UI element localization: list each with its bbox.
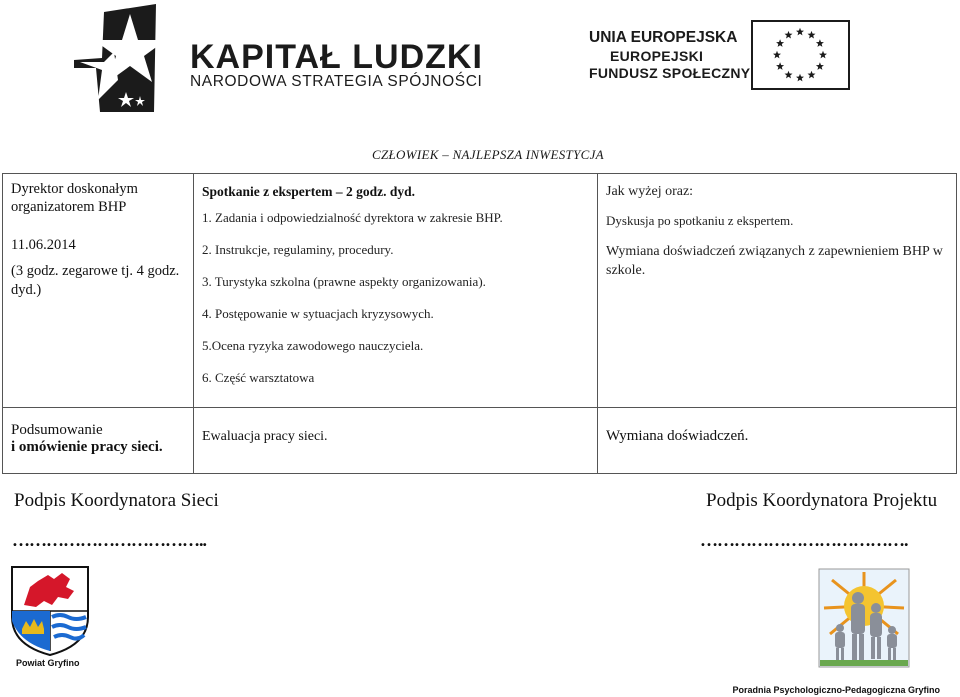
eu-star-icon bbox=[808, 71, 816, 79]
eu-star-icon bbox=[816, 62, 824, 70]
program-table bbox=[2, 173, 957, 474]
eu-star-icon bbox=[816, 39, 824, 47]
signature-left-label: Podpis Koordynatora Sieci bbox=[14, 490, 219, 511]
agenda-item: 1. Zadania i odpowiedzialność dyrektora w zakresie BHP. bbox=[202, 210, 503, 225]
coat-of-arms-icon bbox=[10, 565, 90, 657]
eu-line3: FUNDUSZ SPOŁECZNY bbox=[589, 65, 751, 81]
eu-star-icon bbox=[819, 51, 827, 59]
activity-cell bbox=[598, 174, 957, 408]
topic-cell bbox=[3, 174, 194, 408]
exchange-text: Wymiana doświadczeń. bbox=[606, 428, 749, 444]
kl-title: KAPITAŁ LUDZKI bbox=[190, 38, 483, 76]
kapital-ludzki-star-icon bbox=[74, 4, 186, 112]
topic-title: Dyrektor doskonałym organizatorem BHP bbox=[11, 181, 138, 215]
kl-subtitle: NARODOWA STRATEGIA SPÓJNOŚCI bbox=[190, 73, 483, 90]
eu-line1: UNIA EUROPEJSKA bbox=[589, 29, 738, 46]
agenda-cell bbox=[194, 174, 598, 408]
topic-date: 11.06.2014 bbox=[11, 237, 76, 253]
motto: CZŁOWIEK – NAJLEPSZA INWESTYCJA bbox=[372, 147, 604, 162]
eu-star-icon bbox=[776, 62, 784, 70]
evaluation-cell bbox=[194, 408, 598, 474]
agenda-heading: Spotkanie z ekspertem – 2 godz. dyd. bbox=[202, 184, 416, 199]
family-sun-logo-icon bbox=[818, 568, 910, 668]
activity-heading: Jak wyżej oraz: bbox=[606, 184, 694, 199]
eu-star-icon bbox=[808, 31, 816, 39]
signature-right-line: ………………………………. bbox=[700, 530, 908, 550]
agenda-item: 6. Część warsztatowa bbox=[202, 370, 315, 385]
eu-star-icon bbox=[796, 74, 804, 82]
table-row bbox=[3, 408, 957, 474]
agenda-item: 4. Postępowanie w sytuacjach kryzysowych. bbox=[202, 306, 434, 321]
eu-star-icon bbox=[776, 39, 784, 47]
topic-hours: (3 godz. zegarowe tj. 4 godz. dyd.) bbox=[11, 263, 180, 298]
institution-name: Poradnia Psychologiczno-Pedagogiczna Gryfino bbox=[732, 685, 940, 695]
table-row bbox=[3, 174, 957, 408]
activity-item: Wymiana doświadczeń związanych z zapewnieniem BHP w szkole. bbox=[606, 244, 943, 278]
summary-line1: Podsumowanie bbox=[11, 422, 103, 438]
summary-line2: i omówienie pracy sieci. bbox=[11, 439, 163, 455]
exchange-cell bbox=[598, 408, 957, 474]
summary-cell bbox=[3, 408, 194, 474]
eu-star-icon bbox=[796, 28, 804, 36]
eu-star-icon bbox=[773, 51, 781, 59]
signature-right-label: Podpis Koordynatora Projektu bbox=[706, 490, 938, 511]
signature-left-line: …………………………….. bbox=[12, 530, 206, 550]
agenda-item: 3. Turystyka szkolna (prawne aspekty organizowania). bbox=[202, 274, 486, 289]
evaluation-text: Ewaluacja pracy sieci. bbox=[202, 429, 328, 444]
eu-line2: EUROPEJSKI bbox=[610, 48, 704, 64]
eu-flag-icon bbox=[751, 20, 850, 90]
eu-star-icon bbox=[785, 31, 793, 39]
activity-item: Dyskusja po spotkaniu z ekspertem. bbox=[606, 213, 794, 228]
agenda-item: 5.Ocena ryzyka zawodowego nauczyciela. bbox=[202, 338, 424, 353]
coat-caption: Powiat Gryfino bbox=[16, 658, 80, 668]
eu-star-icon bbox=[785, 71, 793, 79]
agenda-item: 2. Instrukcje, regulaminy, procedury. bbox=[202, 242, 394, 257]
